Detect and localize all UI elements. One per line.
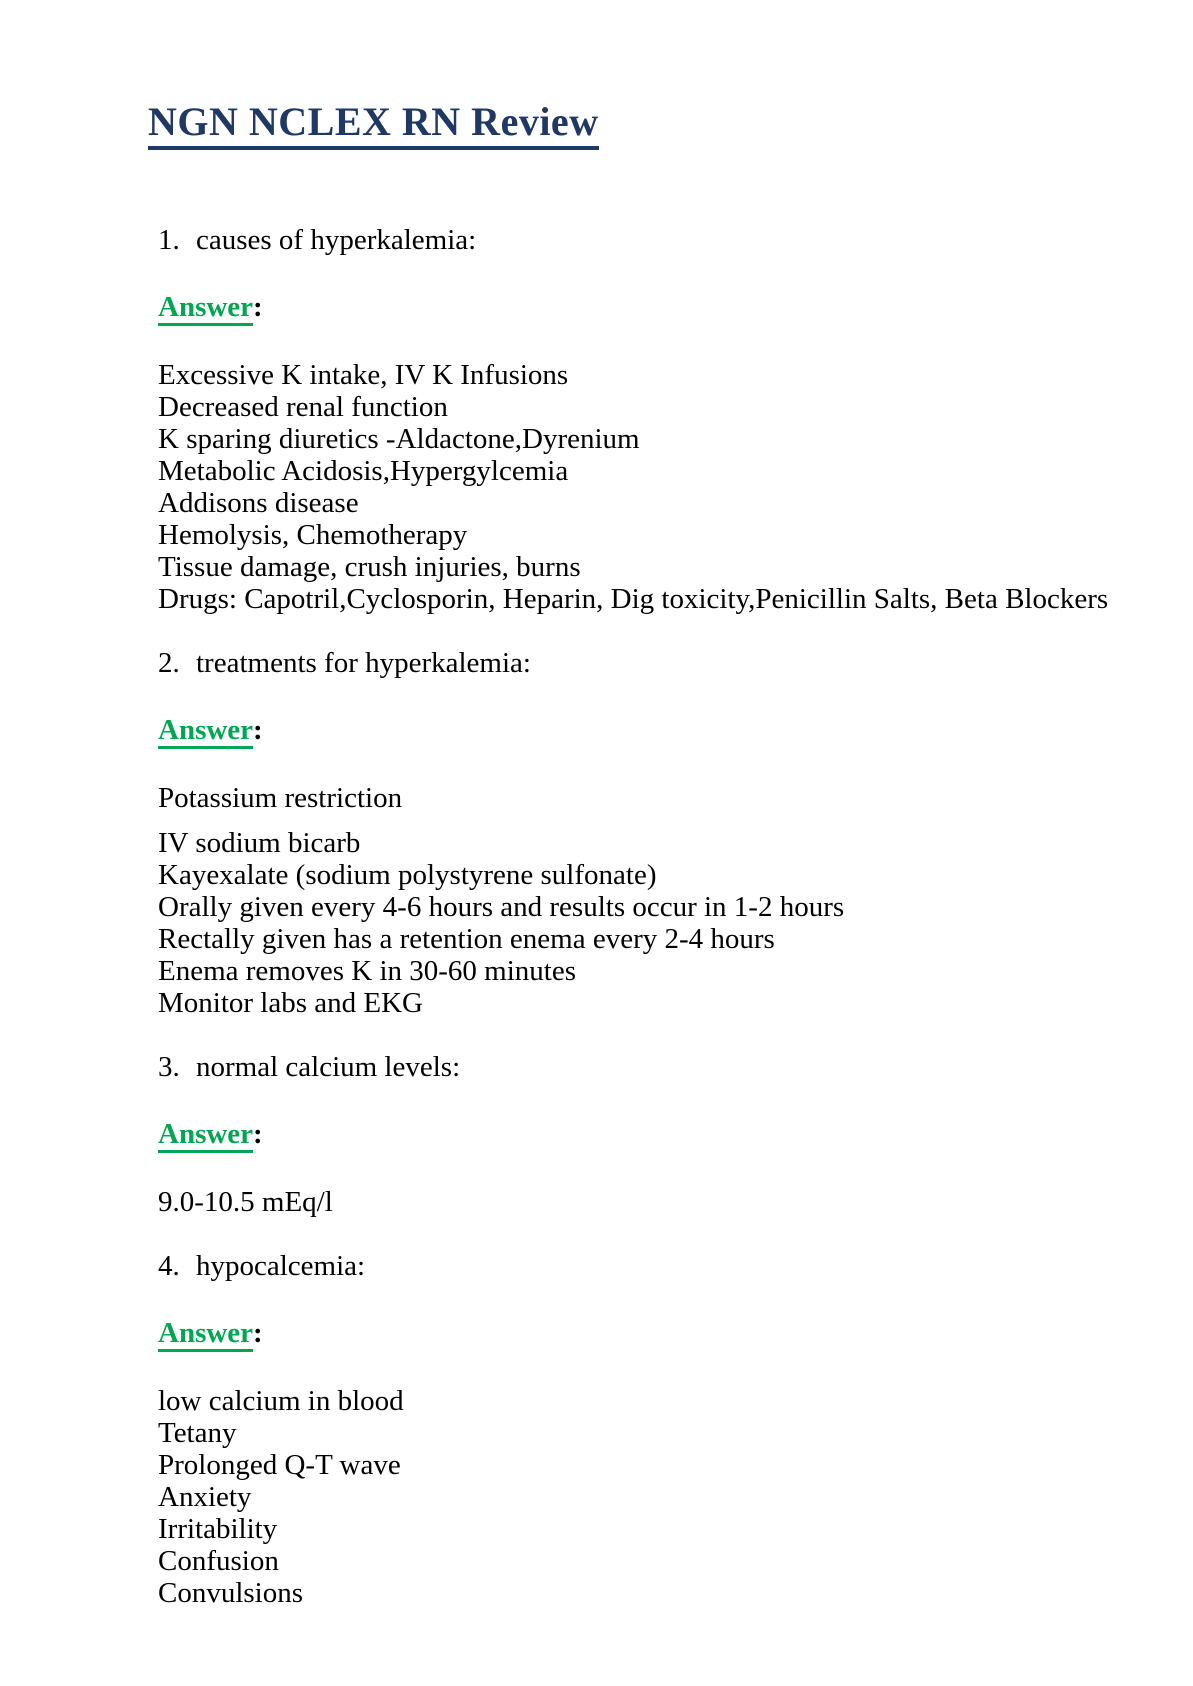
question-item xyxy=(158,224,1113,256)
answer-colon: : xyxy=(253,1118,263,1150)
answer-line-text: K sparing diuretics -Aldactone,Dyrenium xyxy=(158,423,640,455)
answer-line-text: Rectally given has a retention enema every 2-4 hours xyxy=(158,923,775,955)
answer-line-text: Monitor labs and EKG xyxy=(158,987,423,1019)
answer-body xyxy=(158,1385,1113,1609)
answer-label: Answer xyxy=(158,1317,253,1352)
question-text: hypocalcemia: xyxy=(196,1250,366,1282)
answer-line-text: Irritability xyxy=(158,1513,278,1545)
answer-body xyxy=(158,359,1113,615)
answer-line-text: low calcium in blood xyxy=(158,1385,404,1417)
answer-paragraph xyxy=(158,1385,1113,1609)
answer-line-text: Prolonged Q-T wave xyxy=(158,1449,401,1481)
answer-body xyxy=(158,782,1113,1019)
answer-line-text: Convulsions xyxy=(158,1577,304,1609)
answer-line-text: Addisons disease xyxy=(158,487,359,519)
answer-line-text: Confusion xyxy=(158,1545,279,1577)
question-text: causes of hyperkalemia: xyxy=(196,224,477,256)
answer-paragraph xyxy=(158,1186,1113,1218)
question-number: 4. xyxy=(158,1250,180,1282)
answer-heading xyxy=(158,1317,1113,1352)
question-number: 2. xyxy=(158,647,180,679)
answer-heading xyxy=(158,1118,1113,1153)
question-item xyxy=(158,1051,1113,1083)
answer-line-text: Kayexalate (sodium polystyrene sulfonate) xyxy=(158,859,657,891)
question-number: 3. xyxy=(158,1051,180,1083)
page-title: NGN NCLEX RN Review xyxy=(148,100,599,150)
answer-line-text: Drugs: Capotril,Cyclosporin, Heparin, Dig toxicity,Penicillin Salts, Beta Blockers xyxy=(158,583,1109,615)
answer-label: Answer xyxy=(158,1118,253,1153)
question-item xyxy=(158,647,1113,679)
answer-line-text: IV sodium bicarb xyxy=(158,827,361,859)
answer-line-text: Orally given every 4-6 hours and results occur in 1-2 hours xyxy=(158,891,845,923)
answer-line-text: 9.0-10.5 mEq/l xyxy=(158,1186,333,1218)
answer-line-text: Potassium restriction xyxy=(158,782,403,814)
answer-label: Answer xyxy=(158,714,253,749)
answer-paragraph xyxy=(158,827,1113,1019)
answer-colon: : xyxy=(253,1317,263,1349)
answer-paragraph xyxy=(158,359,1113,615)
question-text: treatments for hyperkalemia: xyxy=(196,647,531,679)
answer-line-text: Tetany xyxy=(158,1417,237,1449)
answer-line-text: Tissue damage, crush injuries, burns xyxy=(158,551,581,583)
question-number: 1. xyxy=(158,224,180,256)
question-text: normal calcium levels: xyxy=(196,1051,461,1083)
question-item xyxy=(158,1250,1113,1282)
answer-line-text: Metabolic Acidosis,Hypergylcemia xyxy=(158,455,569,487)
answer-line-text: Anxiety xyxy=(158,1481,252,1513)
answer-label: Answer xyxy=(158,291,253,326)
answer-line-text: Decreased renal function xyxy=(158,391,448,423)
answer-line-text: Enema removes K in 30-60 minutes xyxy=(158,955,576,987)
answer-heading xyxy=(158,714,1113,749)
answer-heading xyxy=(158,291,1113,326)
answer-colon: : xyxy=(253,291,263,323)
answer-body xyxy=(158,1186,1113,1218)
answer-colon: : xyxy=(253,714,263,746)
answer-line-text: Excessive K intake, IV K Infusions xyxy=(158,359,569,391)
answer-line-text: Hemolysis, Chemotherapy xyxy=(158,519,468,551)
answer-paragraph xyxy=(158,782,1113,814)
